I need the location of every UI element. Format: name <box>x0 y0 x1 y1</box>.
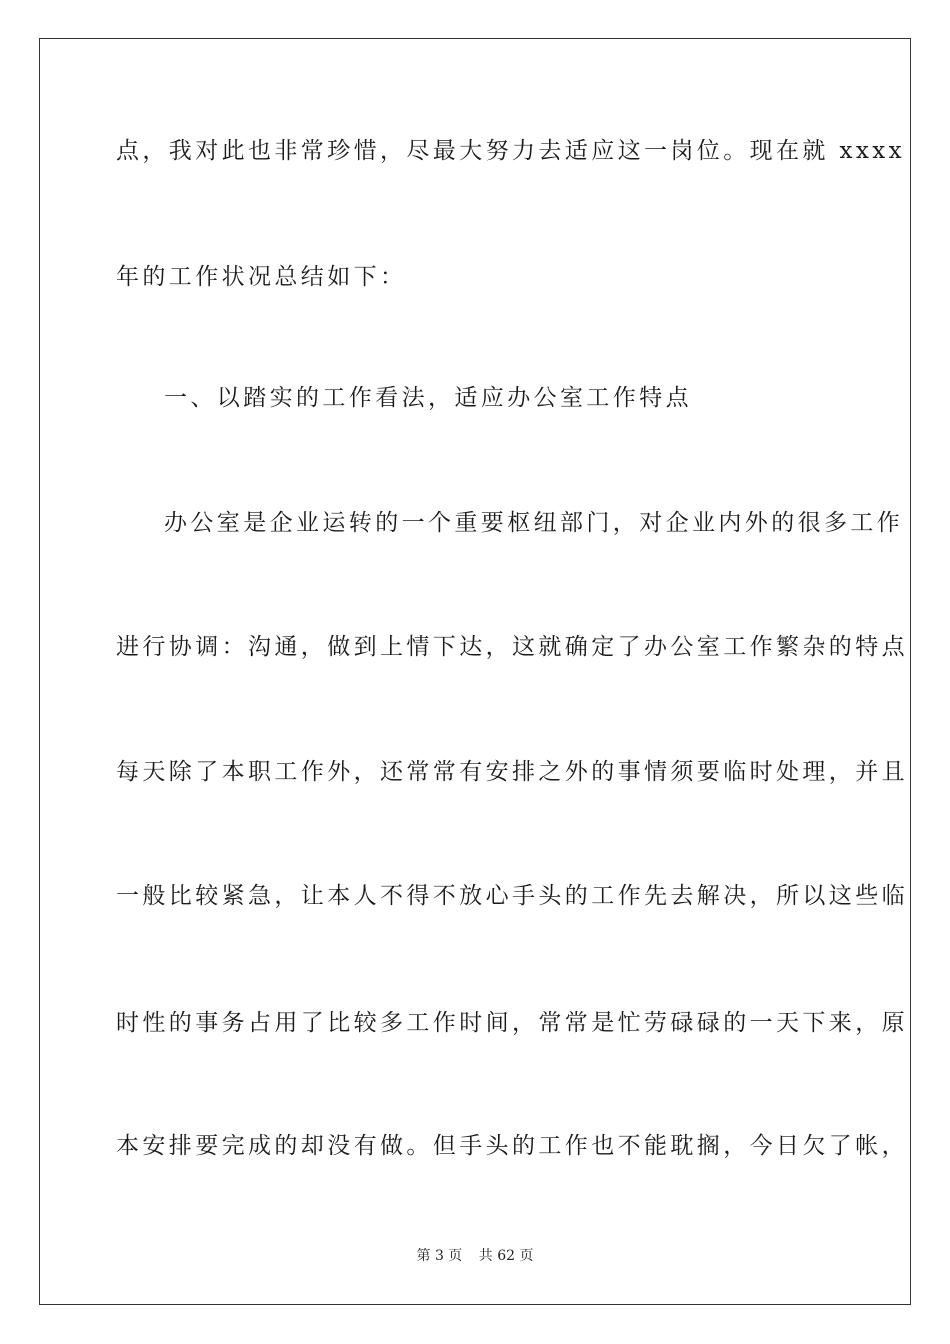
page-number: 第 3 页 <box>416 1248 463 1264</box>
page-total: 共 62 页 <box>478 1248 534 1264</box>
page-footer <box>0 1246 950 1266</box>
text-line-5: 进行协调：沟通，做到上情下达，这就确定了办公室工作繁杂的特点 <box>116 634 908 660</box>
text-line-2: 年的工作状况总结如下： <box>116 264 407 290</box>
page-border <box>39 38 911 1305</box>
text-line-8: 时性的事务占用了比较多工作时间，常常是忙劳碌碌的一天下来，原 <box>116 1010 908 1036</box>
section-heading: 一、以踏实的工作看法，适应办公室工作特点 <box>164 385 692 411</box>
text-line-7: 一般比较紧急，让本人不得不放心手头的工作先去解决，所以这些临 <box>116 883 908 909</box>
text-line-6: 每天除了本职工作外，还常常有安排之外的事情须要临时处理，并且 <box>116 759 908 785</box>
text-line-4: 办公室是企业运转的一个重要枢纽部门，对企业内外的很多工作 <box>164 510 904 536</box>
text-line-1: 点，我对此也非常珍惜，尽最大努力去适应这一岗位。现在就 xxxx <box>116 138 905 164</box>
text-line-9: 本安排要完成的却没有做。但手头的工作也不能耽搁，今日欠了帐， <box>116 1133 908 1159</box>
